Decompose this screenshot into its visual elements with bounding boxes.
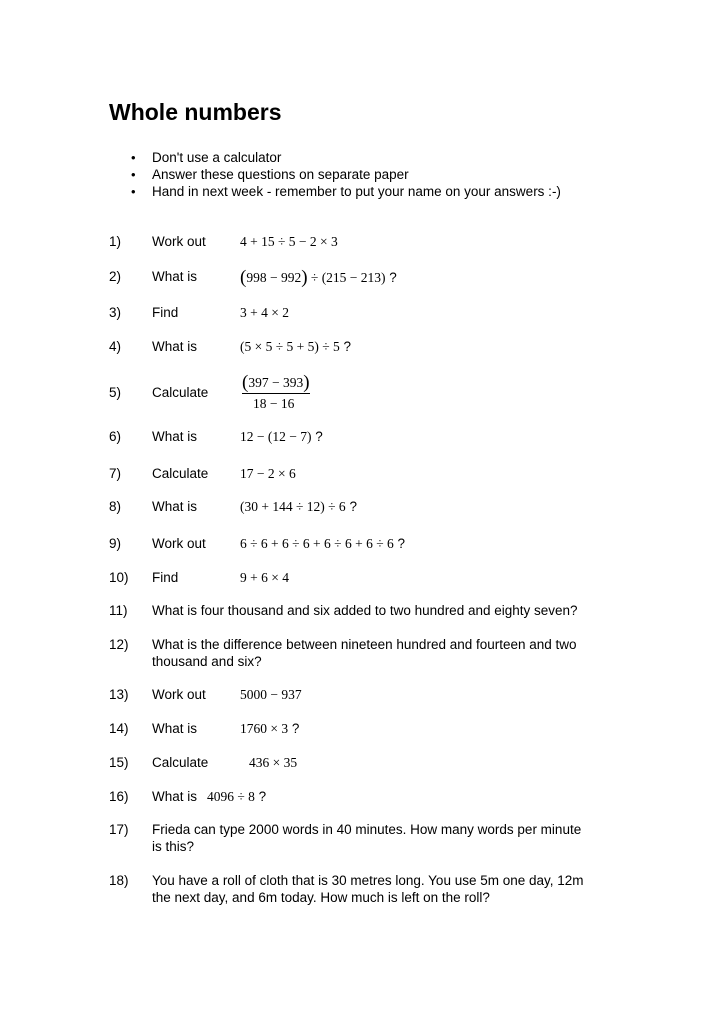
question-number: 6): [109, 429, 122, 444]
question-number: 13): [109, 687, 129, 702]
expression-text: 4 + 15 ÷ 5 − 2 × 3: [240, 234, 338, 249]
expression-text: 6 ÷ 6 + 6 ÷ 6 + 6 ÷ 6 + 6 ÷ 6: [240, 536, 394, 551]
expression-text: 436 × 35: [249, 755, 298, 770]
question-number: 7): [109, 466, 122, 481]
math-expression: [240, 569, 289, 586]
question-verb: Calculate: [152, 385, 209, 400]
question-verb: What is: [152, 269, 198, 284]
bullet-icon: •: [131, 184, 136, 199]
math-expression: [240, 233, 338, 250]
instruction-item: [130, 149, 561, 166]
expression-text: 17 − 2 × 6: [240, 466, 296, 481]
instructions-list: [130, 149, 561, 200]
question-number: 18): [109, 873, 129, 888]
question-mark: ?: [339, 339, 352, 354]
page-title: Whole numbers: [109, 99, 282, 125]
question-number: 2): [109, 269, 122, 284]
expression-text: 1760 × 3: [240, 721, 289, 736]
question-verb: Calculate: [152, 755, 209, 770]
question-mark: ?: [385, 270, 397, 285]
expression-text: (30 + 144 ÷ 12) ÷ 6: [240, 499, 346, 514]
question-number: 3): [109, 305, 122, 320]
math-expression: [240, 268, 397, 286]
expression-text: 5000 − 937: [240, 687, 302, 702]
question-number: 11): [109, 603, 128, 618]
question-number: 9): [109, 536, 122, 551]
expression-text: 998 − 992: [246, 270, 302, 285]
expression-text: 9 + 6 × 4: [240, 570, 289, 585]
math-expression: [240, 720, 299, 737]
question-verb: What is: [152, 721, 198, 736]
question-number: 8): [109, 499, 122, 514]
open-paren: (: [242, 372, 249, 393]
question-verb: What is: [152, 339, 198, 354]
expression-text: 4096 ÷ 8: [207, 789, 255, 804]
question-number: 16): [109, 789, 129, 804]
question-verb: Calculate: [152, 466, 209, 481]
question-mark: ?: [288, 721, 300, 736]
question-text: What is the difference between nineteen hundred and fourteen and two thousand and six?: [152, 637, 577, 669]
question-number: 1): [109, 234, 122, 249]
question-verb: What is: [152, 499, 198, 514]
question-mark: ?: [311, 429, 323, 444]
question-number: 12): [109, 637, 129, 652]
expression-text: 12 − (12 − 7): [240, 429, 312, 444]
math-expression: [240, 535, 405, 552]
instruction-item: [130, 166, 561, 183]
question-verb: Find: [152, 570, 179, 585]
numerator-text: 397 − 393: [248, 375, 304, 390]
question-number: 14): [109, 721, 129, 736]
instruction-text: Hand in next week - remember to put your name on your answers :-): [152, 184, 561, 199]
question-verb: Find: [152, 305, 179, 320]
question-mark: ?: [393, 536, 405, 551]
bullet-icon: •: [131, 167, 136, 182]
math-expression: [240, 428, 323, 445]
math-expression: [249, 754, 297, 771]
expression-text: (5 × 5 ÷ 5 + 5) ÷ 5: [240, 339, 340, 354]
expression-rest: ÷ (215 − 213): [310, 270, 386, 285]
fraction-denominator: 18 − 16: [253, 396, 295, 411]
close-paren: ): [301, 267, 308, 288]
math-expression: [240, 465, 296, 482]
instruction-text: Answer these questions on separate paper: [152, 167, 409, 182]
question-text: You have a roll of cloth that is 30 metres long. You use 5m one day, 12m the next day, and 6m today. How much is left on the roll?: [152, 873, 584, 905]
question-text: What is four thousand and six added to two hundred and eighty seven?: [152, 603, 578, 618]
question-verb: Work out: [152, 687, 206, 702]
question-number: 5): [109, 385, 122, 400]
math-expression: [240, 498, 357, 515]
question-number: 15): [109, 755, 129, 770]
bullet-icon: •: [131, 150, 136, 165]
question-number: 10): [109, 570, 129, 585]
open-paren: (: [240, 267, 247, 288]
question-mark: ?: [254, 789, 267, 804]
fraction-numerator: [242, 373, 310, 394]
question-verb: Work out: [152, 536, 206, 551]
expression-text: 3 + 4 × 2: [240, 305, 289, 320]
question-verb: Work out: [152, 234, 206, 249]
question-text: Frieda can type 2000 words in 40 minutes. How many words per minute is this?: [152, 822, 582, 854]
math-expression: [240, 686, 302, 703]
math-expression: [207, 788, 266, 805]
instruction-text: Don't use a calculator: [152, 150, 282, 165]
question-number: 17): [109, 822, 129, 837]
question-verb: What is: [152, 429, 198, 444]
math-expression: [240, 304, 289, 321]
question-verb: What is: [152, 789, 198, 804]
math-expression: [240, 338, 351, 355]
instruction-item: [130, 183, 561, 200]
close-paren: ): [303, 372, 310, 393]
question-number: 4): [109, 339, 122, 354]
question-mark: ?: [345, 499, 357, 514]
